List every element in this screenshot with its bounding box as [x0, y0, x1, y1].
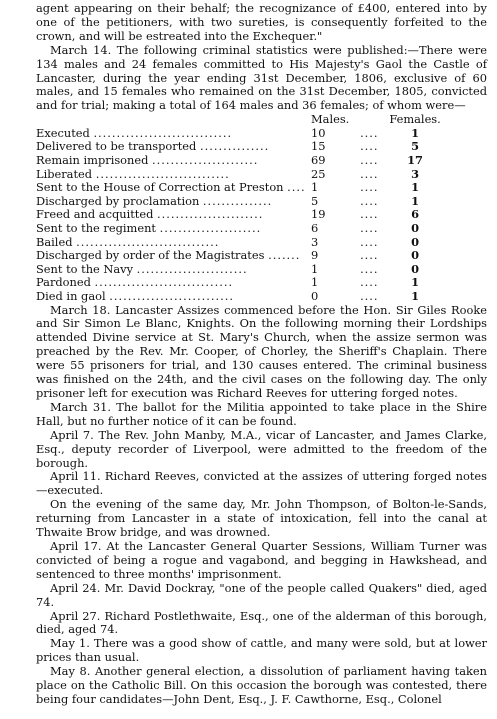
females-count: 0	[411, 234, 420, 249]
females-count: 1	[411, 275, 420, 290]
text-block-before-table	[36, 2, 487, 113]
table-row	[36, 140, 441, 154]
table-row	[36, 290, 441, 304]
males-count: 1	[311, 275, 319, 290]
row-label: Died in gaol	[36, 289, 106, 303]
males-count: 15	[311, 139, 326, 154]
leader-dots: ........................	[136, 262, 248, 276]
females-count: 1	[411, 125, 420, 140]
leader-dots: .............................	[95, 167, 230, 181]
table-header-row	[36, 113, 441, 127]
females-count: 1	[411, 288, 420, 303]
paragraphs_after-paragraph: April 11. Richard Reeves, convicted at the assizes of uttering forged notes —executed.	[36, 469, 487, 498]
separator-dots: ....	[360, 139, 379, 154]
table-row	[36, 236, 441, 250]
leader-dots: ....	[287, 181, 306, 195]
paragraphs_after-paragraph: On the evening of the same day, Mr. John Thompson, of Bolton-le-Sands, returning from Lancaster in a state of intoxication, fell into the canal at Thwaite Brow bridge, and was drowned.	[36, 497, 487, 540]
males-column-header: Males.	[311, 112, 350, 127]
row-label: Executed	[36, 126, 90, 140]
table-row	[36, 208, 441, 222]
table-row	[36, 276, 441, 290]
females-count: 17	[407, 153, 423, 168]
separator-dots: ....	[360, 261, 379, 276]
males-count: 0	[311, 288, 319, 303]
leader-dots: .......................	[157, 208, 264, 222]
row-label: Sent to the regiment	[36, 222, 156, 235]
paragraphs_after-paragraph: April 17. At the Lancaster General Quarter Sessions, William Turner was convicted of being a rogue and vagabond, and begging in Hawkshead, and sentenced to three months' imprisonment.	[36, 538, 487, 581]
row-label: Delivered to be transported	[36, 140, 197, 154]
paragraphs_after-paragraph: April 7. The Rev. John Manby, M.A., vicar of Lancaster, and James Clarke, Esq., deputy recorder of Liverpool, were admitted to the freedom of the borough.	[36, 427, 487, 470]
paragraphs_after-paragraph: April 24. Mr. David Dockray, "one of the people called Quakers" died, aged 74.	[36, 580, 487, 609]
row-label: Bailed	[36, 235, 73, 249]
separator-dots: ....	[360, 153, 379, 168]
males-count: 19	[311, 207, 326, 222]
separator-dots: ....	[360, 125, 379, 140]
males-count: 6	[311, 221, 319, 235]
males-count: 9	[311, 248, 319, 263]
leader-dots: ..............................	[94, 276, 234, 290]
table-row	[36, 168, 441, 182]
separator-dots: ....	[360, 207, 379, 222]
row-label: Sent to the Navy	[36, 262, 134, 276]
leader-dots: ...............................	[76, 235, 220, 249]
males-count: 1	[311, 180, 319, 195]
males-count: 5	[311, 193, 319, 208]
separator-dots: ....	[360, 221, 379, 235]
row-label: Discharged by proclamation	[36, 194, 200, 208]
females-count: 0	[411, 261, 420, 276]
separator-dots: ....	[360, 193, 379, 208]
separator-dots: ....	[360, 275, 379, 290]
females-count: 3	[411, 166, 420, 181]
males-count: 3	[311, 234, 319, 249]
row-label: Liberated	[36, 167, 93, 181]
males-count: 69	[311, 153, 326, 168]
table-row	[36, 127, 441, 141]
paragraphs_after-paragraph: May 8. Another general election, a dissolution of parliament having taken place on the Catholic Bill. On this occasion the borough was contested, there being four candidates—John Dent, Esq., J. F. Cawthorne, Esq., Colonel	[36, 664, 487, 706]
row-label: Freed and acquitted	[36, 208, 154, 222]
paragraphs_after-paragraph: March 18. Lancaster Assizes commenced before the Hon. Sir Giles Rooke and Sir Simon Le Blanc, Knights. On the following morning their Lordships attended Divine service at St. Mary's Church, when the assize sermon was preached by the Rev. Mr. Cooper, of Chorley, the Sheriff's Chaplain. There were 55 prisoners for trial, and 130 causes entered. The criminal business was finished on the 24th, and the civil cases on the following day. The only prisoner left for execution was Richard Reeves for uttering forged notes.	[36, 302, 487, 400]
separator-dots: ....	[360, 180, 379, 195]
row-label: Sent to the House of Correction at Preston	[36, 181, 284, 195]
females-count: 5	[411, 139, 420, 154]
table-row	[36, 249, 441, 263]
females-count: 1	[411, 193, 420, 208]
females-count: 0	[411, 221, 420, 235]
paragraphs_after-paragraph: April 27. Richard Postlethwaite, Esq., one of the alderman of this borough, died, aged 74.	[36, 608, 487, 637]
leader-dots: ..............................	[93, 126, 233, 140]
separator-dots: ....	[360, 288, 379, 303]
row-label: Discharged by order of the Magistrates	[36, 249, 265, 263]
paragraphs_after-paragraph: March 31. The ballot for the Militia appointed to take place in the Shire Hall, but no further notice of it can be found.	[36, 399, 487, 428]
paragraphs_before-paragraph: March 14. The following criminal statistics were published:—There were 134 males and 24 females committed to His Majesty's Gaol the Castle of Lancaster, during the year ending 31st December, 1806, exclusive of 60 males, and 15 females who remained on the 31st December, 1805, convicted and for trial; making a total of 164 males and 36 females; of whom were—	[36, 42, 487, 113]
leader-dots: ...............	[199, 140, 270, 154]
leader-dots: ......................	[159, 222, 262, 235]
table-row	[36, 263, 441, 277]
females-count: 6	[411, 207, 420, 222]
females-count: 0	[411, 248, 420, 263]
males-count: 1	[311, 261, 319, 276]
table-row	[36, 195, 441, 209]
criminal-statistics-table	[36, 113, 441, 303]
leader-dots: ...........................	[109, 289, 235, 303]
males-count: 10	[311, 125, 326, 140]
table-row	[36, 154, 441, 168]
leader-dots: ...............	[202, 194, 273, 208]
leader-dots: .......	[268, 249, 301, 263]
table-row	[36, 222, 441, 236]
leader-dots: .......................	[152, 154, 259, 168]
females-column-header: Females.	[389, 112, 441, 127]
row-label: Pardoned	[36, 276, 91, 290]
separator-dots: ....	[360, 248, 379, 263]
row-label: Remain imprisoned	[36, 154, 149, 168]
separator-dots: ....	[360, 166, 379, 181]
separator-dots: ....	[360, 234, 379, 249]
table-row	[36, 181, 441, 195]
paragraphs_after-paragraph: May 1. There was a good show of cattle, and many were sold, but at lower prices than usual.	[36, 636, 487, 665]
males-count: 25	[311, 166, 326, 181]
text-block-after-table	[36, 304, 487, 707]
females-count: 1	[411, 180, 420, 195]
paragraphs_before-paragraph: agent appearing on their behalf; the recognizance of £400, entered into by one of the petitioners, with two sureties, is consequently forfeited to the crown, and will be estreated into the Exchequer."	[36, 1, 487, 43]
